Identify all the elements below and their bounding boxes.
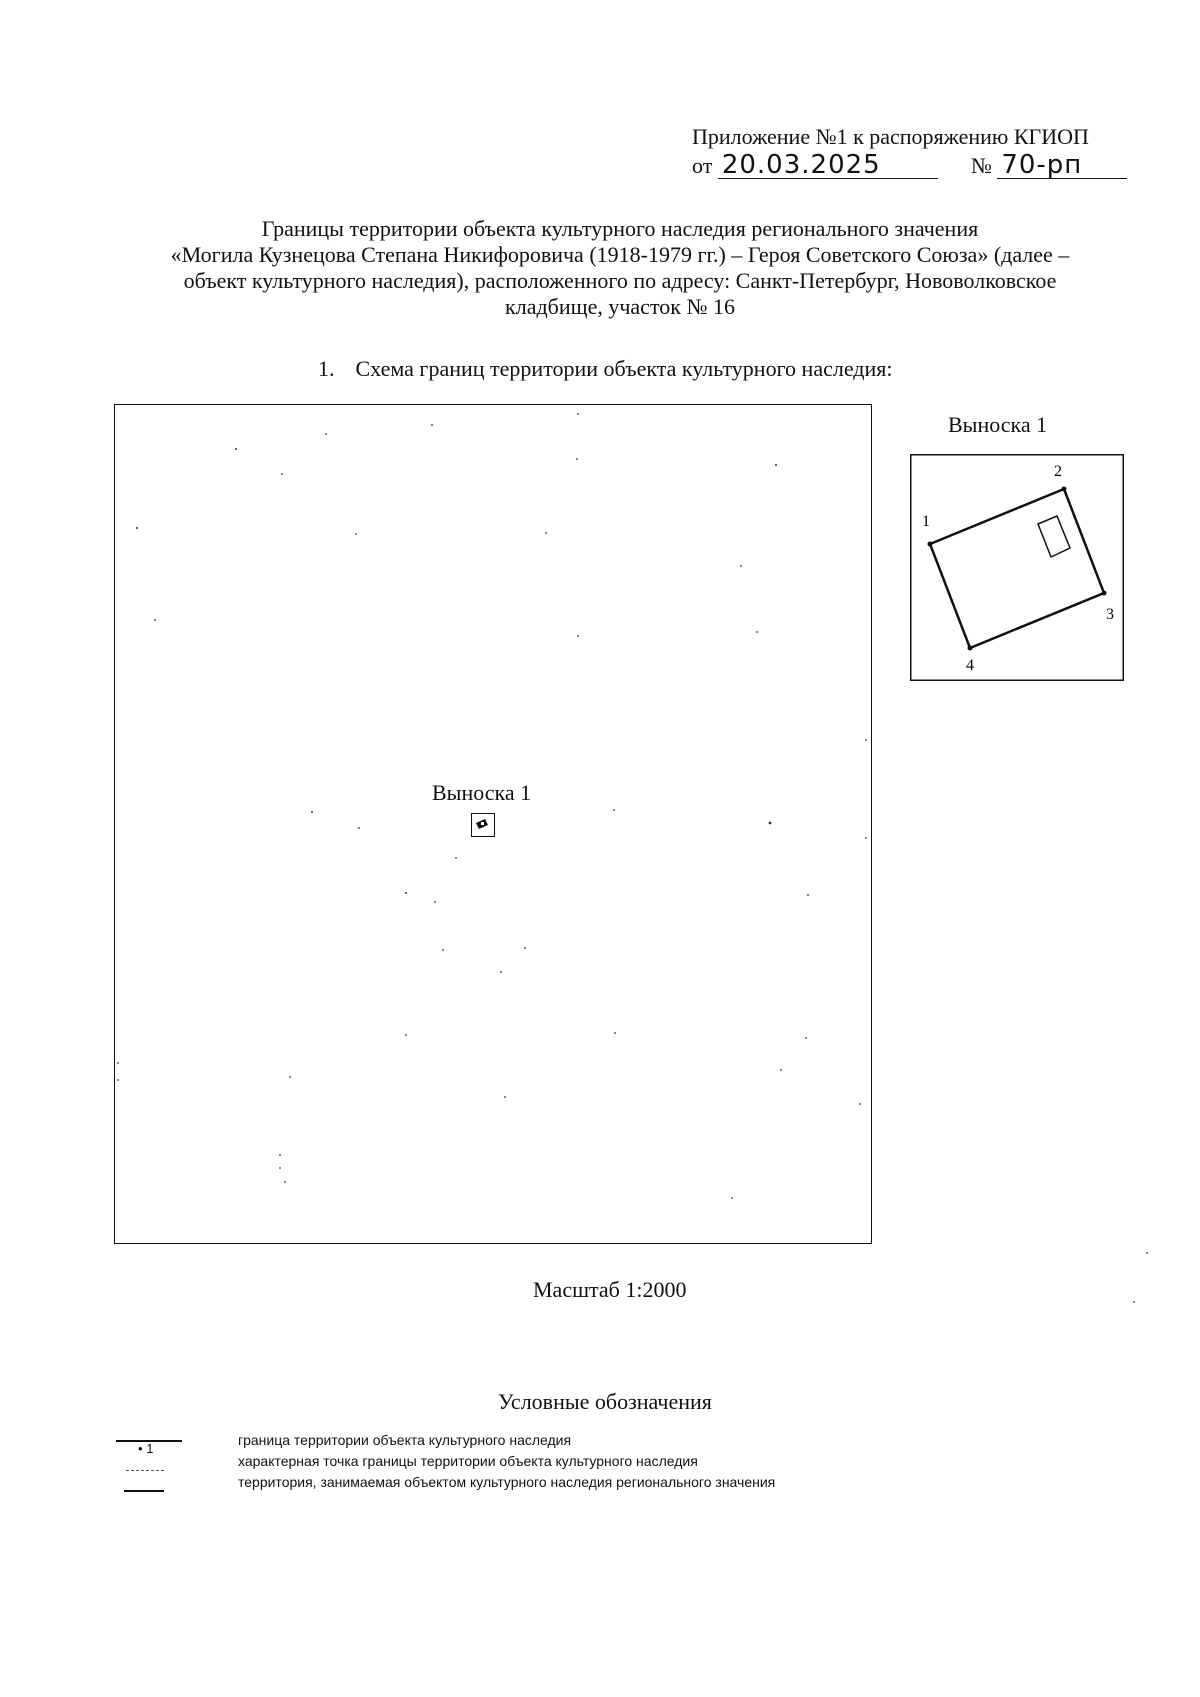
point-label-1: 1 — [922, 513, 930, 530]
order-date: 20.03.2025 — [718, 152, 938, 179]
title-line-3: объект культурного наследия), расположенного по адресу: Санкт-Петербург, Нововолковское — [183, 268, 1057, 293]
callout-plan — [910, 454, 1124, 681]
order-date-line — [692, 152, 1127, 179]
legend-item-boundary: граница территории объекта культурного наследия — [238, 1432, 572, 1448]
point-label-2: 2 — [1054, 463, 1062, 480]
map-callout-label: Выноска 1 — [432, 780, 532, 805]
legend-point-symbol — [138, 1441, 153, 1456]
legend-point-label: 1 — [146, 1441, 154, 1456]
section-number: 1. — [318, 356, 335, 381]
boundary-point-2 — [1062, 487, 1067, 492]
point-label-3: 3 — [1106, 606, 1114, 623]
object-location-icon — [472, 814, 493, 835]
legend-territory-symbol — [126, 1470, 164, 1471]
title-line-2: «Могила Кузнецова Степана Никифоровича (1918-1979 гг.) – Героя Советского Союза» (далее – — [170, 242, 1070, 267]
callout-frame-border — [911, 455, 1124, 681]
section-heading — [318, 356, 893, 382]
boundary-point-3 — [1102, 591, 1107, 596]
legend-item-point: характерная точка границы территории объекта культурного наследия — [238, 1453, 698, 1469]
point-label-4: 4 — [966, 657, 974, 674]
map-scale: Масштаб 1:2000 — [533, 1277, 687, 1302]
callout-title: Выноска 1 — [948, 412, 1048, 437]
appendix-reference: Приложение №1 к распоряжению КГИОП — [692, 124, 1089, 149]
boundary-point-4 — [968, 646, 973, 651]
date-prefix: от — [692, 153, 713, 178]
legend-title: Условные обозначения — [498, 1389, 712, 1414]
map-callout-marker — [471, 813, 495, 837]
document-title — [100, 216, 1140, 320]
section-title: Схема границ территории объекта культурного наследия: — [355, 356, 893, 381]
order-number: 70-рп — [997, 152, 1127, 179]
legend-territory-underline — [124, 1490, 164, 1492]
title-line-1: Границы территории объекта культурного наследия регионального значения — [261, 216, 979, 241]
boundary-point-1 — [928, 542, 933, 547]
number-prefix: № — [970, 153, 992, 178]
legend-item-territory: территория, занимаемая объектом культурного наследия регионального значения — [238, 1474, 776, 1490]
title-line-4: кладбище, участок № 16 — [505, 294, 735, 319]
territory-boundary — [930, 489, 1104, 648]
grave-object-outline — [1038, 516, 1070, 557]
legend-point-dot: • — [138, 1441, 143, 1456]
